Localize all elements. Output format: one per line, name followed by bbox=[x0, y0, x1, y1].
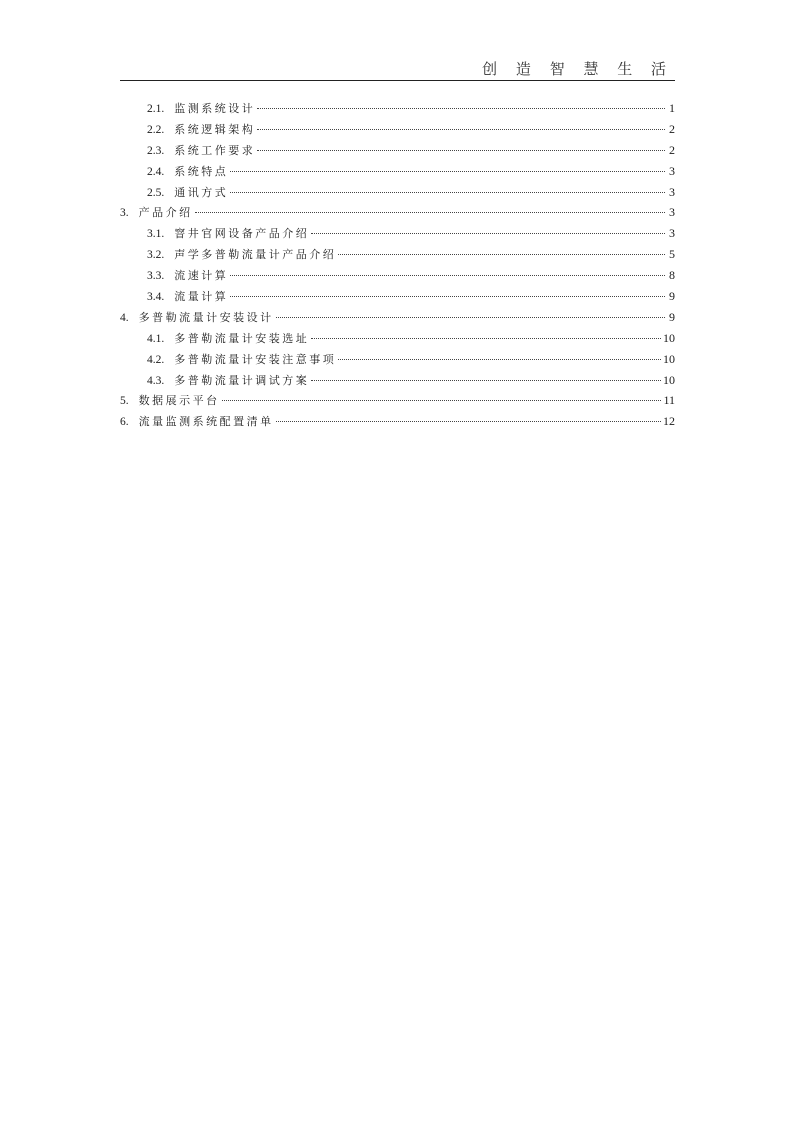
toc-entry-page-number: 11 bbox=[663, 393, 675, 408]
toc-entry-page-number: 10 bbox=[663, 372, 675, 387]
toc-dot-leader bbox=[230, 275, 665, 276]
toc-entry-page-number: 9 bbox=[669, 289, 675, 304]
toc-dot-leader bbox=[311, 338, 661, 339]
toc-dot-leader bbox=[257, 108, 665, 109]
toc-entry-title: 流量监测系统配置清单 bbox=[138, 415, 274, 429]
toc-dot-leader bbox=[338, 254, 665, 255]
toc-dot-leader bbox=[230, 192, 665, 193]
toc-entry-number: 4. bbox=[120, 311, 129, 324]
toc-entry[interactable] bbox=[120, 390, 675, 411]
toc-dot-leader bbox=[195, 212, 665, 213]
toc-entry[interactable] bbox=[120, 370, 675, 391]
toc-dot-leader bbox=[311, 233, 665, 234]
toc-dot-leader bbox=[257, 150, 665, 151]
toc-entry-title: 多普勒流量计安装选址 bbox=[174, 331, 310, 345]
toc-entry-number: 3.4. bbox=[147, 291, 165, 304]
toc-entry-page-number: 2 bbox=[669, 121, 675, 136]
toc-entry-title: 流量计算 bbox=[174, 290, 229, 304]
toc-entry[interactable] bbox=[120, 328, 675, 349]
toc-entry-title: 多普勒流量计安装设计 bbox=[138, 310, 274, 324]
toc-dot-leader bbox=[257, 129, 665, 130]
toc-entry[interactable] bbox=[120, 182, 675, 203]
toc-entry-page-number: 8 bbox=[669, 268, 675, 283]
toc-entry-number: 2.2. bbox=[147, 123, 165, 136]
toc-entry-page-number: 10 bbox=[663, 351, 675, 366]
toc-entry[interactable] bbox=[120, 286, 675, 307]
toc-entry[interactable] bbox=[120, 307, 675, 328]
toc-entry-title: 系统逻辑架构 bbox=[174, 122, 256, 136]
toc-entry-page-number: 1 bbox=[669, 101, 675, 115]
toc-entry-number: 2.1. bbox=[147, 103, 165, 115]
toc-dot-leader bbox=[222, 400, 662, 401]
toc-entry-title: 流速计算 bbox=[174, 269, 229, 283]
toc-entry-title: 通讯方式 bbox=[174, 185, 229, 199]
toc-entry[interactable] bbox=[120, 244, 675, 265]
toc-entry-number: 3.3. bbox=[147, 270, 165, 283]
toc-entry-number: 2.3. bbox=[147, 144, 165, 157]
toc-entry-page-number: 2 bbox=[669, 142, 675, 157]
page-header-title: 创 造 智 慧 生 活 bbox=[482, 60, 673, 78]
toc-dot-leader bbox=[276, 317, 665, 318]
toc-entry-number: 3.2. bbox=[147, 249, 165, 262]
toc-entry-title: 声学多普勒流量计产品介绍 bbox=[174, 248, 337, 262]
header-rule bbox=[120, 80, 675, 81]
toc-entry-title: 系统工作要求 bbox=[174, 143, 256, 157]
toc-entry-page-number: 3 bbox=[669, 163, 675, 178]
toc-entry-number: 3.1. bbox=[147, 228, 165, 241]
toc-entry[interactable] bbox=[120, 411, 675, 432]
toc-entry[interactable] bbox=[120, 349, 675, 370]
toc-entry-number: 6. bbox=[120, 416, 129, 429]
toc-dot-leader bbox=[230, 171, 665, 172]
toc-entry[interactable] bbox=[120, 140, 675, 161]
toc-dot-leader bbox=[338, 359, 661, 360]
toc-entry-page-number: 12 bbox=[663, 414, 675, 429]
toc-dot-leader bbox=[230, 296, 665, 297]
toc-entry[interactable] bbox=[120, 202, 675, 223]
toc-dot-leader bbox=[311, 380, 661, 381]
toc-entry-title: 产品介绍 bbox=[138, 206, 193, 220]
toc-entry[interactable] bbox=[120, 98, 675, 119]
toc-entry-number: 4.2. bbox=[147, 353, 165, 366]
table-of-contents bbox=[120, 98, 675, 432]
toc-entry-number: 5. bbox=[120, 395, 129, 408]
toc-entry-page-number: 3 bbox=[669, 226, 675, 241]
toc-entry-title: 窨井官网设备产品介绍 bbox=[174, 227, 310, 241]
toc-dot-leader bbox=[276, 421, 661, 422]
toc-entry-page-number: 3 bbox=[669, 184, 675, 199]
toc-entry[interactable] bbox=[120, 265, 675, 286]
toc-entry-number: 4.1. bbox=[147, 332, 165, 345]
toc-entry-title: 监测系统设计 bbox=[174, 102, 256, 115]
toc-entry[interactable] bbox=[120, 119, 675, 140]
toc-entry-number: 2.5. bbox=[147, 186, 165, 199]
toc-entry-page-number: 9 bbox=[669, 309, 675, 324]
toc-entry-number: 3. bbox=[120, 207, 129, 220]
toc-entry-number: 4.3. bbox=[147, 374, 165, 387]
toc-entry-title: 多普勒流量计安装注意事项 bbox=[174, 352, 337, 366]
toc-entry-title: 数据展示平台 bbox=[138, 394, 220, 408]
toc-entry-title: 系统特点 bbox=[174, 164, 229, 178]
toc-entry[interactable] bbox=[120, 161, 675, 182]
toc-entry-page-number: 3 bbox=[669, 205, 675, 220]
toc-entry-page-number: 10 bbox=[663, 330, 675, 345]
toc-entry-title: 多普勒流量计调试方案 bbox=[174, 373, 310, 387]
toc-entry[interactable] bbox=[120, 223, 675, 244]
toc-entry-number: 2.4. bbox=[147, 165, 165, 178]
toc-entry-page-number: 5 bbox=[669, 247, 675, 262]
